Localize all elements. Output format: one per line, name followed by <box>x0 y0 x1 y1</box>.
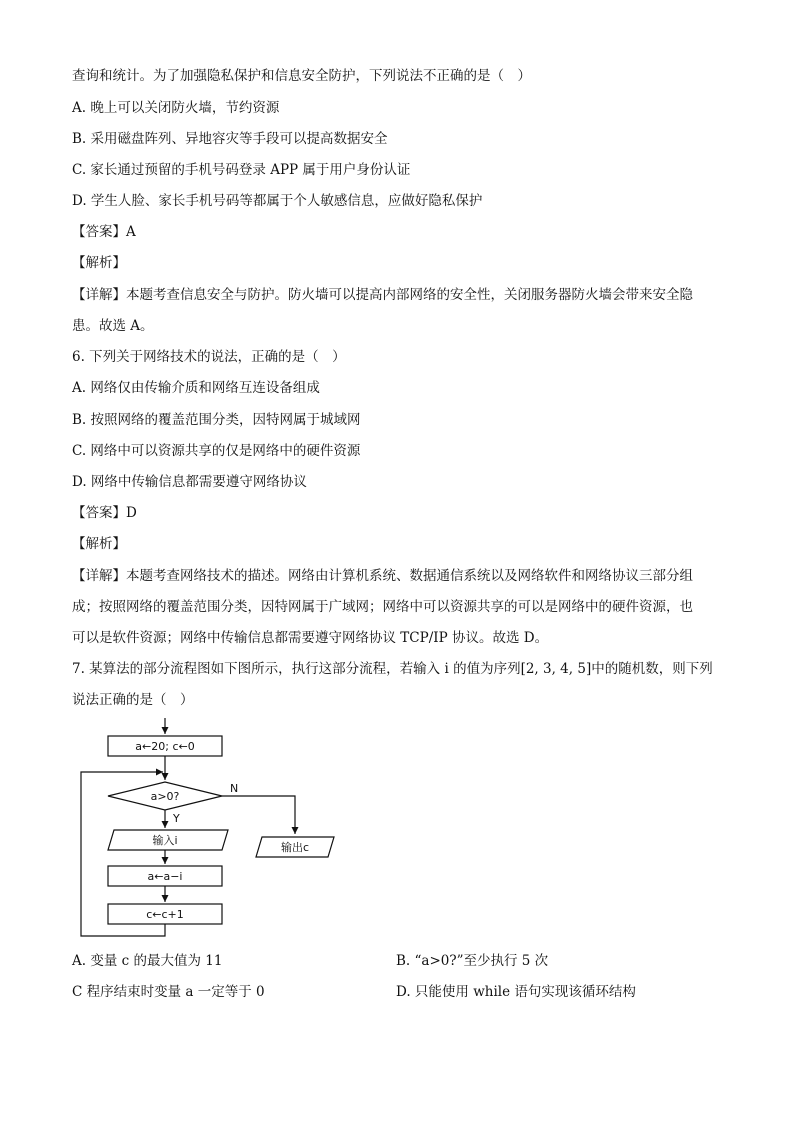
q7-stem-line1: 7. 某算法的部分流程图如下图所示，执行这部分流程，若输入 i 的值为序列[2, 3, 4, 5]中的随机数，则下列 <box>72 661 713 677</box>
q7-flowchart <box>76 716 376 946</box>
q7-option-d: D. 只能使用 while 语句实现该循环结构 <box>396 984 636 1000</box>
q5-detail-line1: 【详解】本题考查信息安全与防护。防火墙可以提高内部网络的安全性，关闭服务器防火墙会带来安全隐 <box>72 287 693 303</box>
q6-answer: 【答案】D <box>72 505 137 521</box>
flow-update-a-text: a←a−i <box>147 870 183 883</box>
q6-option-b: B. 按照网络的覆盖范围分类，因特网属于城域网 <box>72 412 361 428</box>
flow-no-label: N <box>230 782 239 795</box>
q7-option-c: C 程序结束时变量 a 一定等于 0 <box>72 984 265 1000</box>
q5-option-a: A. 晚上可以关闭防火墙，节约资源 <box>72 100 280 116</box>
q5-answer: 【答案】A <box>72 224 136 240</box>
q6-detail-line1: 【详解】本题考查网络技术的描述。网络由计算机系统、数据通信系统以及网络软件和网络协议三部分组 <box>72 568 693 584</box>
q5-analysis-tag: 【解析】 <box>72 255 126 271</box>
q6-detail-line2: 成；按照网络的覆盖范围分类，因特网属于广域网；网络中可以资源共享的可以是网络中的硬件资源，也 <box>72 599 693 615</box>
q6-stem: 6. 下列关于网络技术的说法，正确的是（ ） <box>72 349 346 365</box>
flow-update-c-text: c←c+1 <box>146 908 184 921</box>
flow-output-text: 输出c <box>280 841 310 854</box>
flow-no-branch-arrow <box>222 796 295 834</box>
flow-yes-label: Y <box>173 812 180 825</box>
q6-option-c: C. 网络中可以资源共享的仅是网络中的硬件资源 <box>72 443 361 459</box>
q5-option-c: C. 家长通过预留的手机号码登录 APP 属于用户身份认证 <box>72 162 411 178</box>
flow-init-text: a←20; c←0 <box>135 740 195 753</box>
q7-option-a: A. 变量 c 的最大值为 11 <box>72 953 223 969</box>
flow-cond-text: a>0? <box>150 790 180 803</box>
q5-option-b: B. 采用磁盘阵列、异地容灾等手段可以提高数据安全 <box>72 131 388 147</box>
q5-detail-line2: 患。故选 A。 <box>72 318 154 334</box>
q6-analysis-tag: 【解析】 <box>72 536 126 552</box>
q6-option-d: D. 网络中传输信息都需要遵守网络协议 <box>72 474 307 490</box>
q6-option-a: A. 网络仅由传输介质和网络互连设备组成 <box>72 380 320 396</box>
q5-stem: 查询和统计。为了加强隐私保护和信息安全防护，下列说法不正确的是（ ） <box>72 68 531 84</box>
q6-detail-line3: 可以是软件资源；网络中传输信息都需要遵守网络协议 TCP/IP 协议。故选 D。 <box>72 630 549 646</box>
q7-stem-line2: 说法正确的是（ ） <box>72 692 194 708</box>
q7-option-b: B. “a>0?”至少执行 5 次 <box>396 953 549 969</box>
q5-option-d: D. 学生人脸、家长手机号码等都属于个人敏感信息，应做好隐私保护 <box>72 193 483 209</box>
flow-input-text: 输入i <box>152 834 178 847</box>
